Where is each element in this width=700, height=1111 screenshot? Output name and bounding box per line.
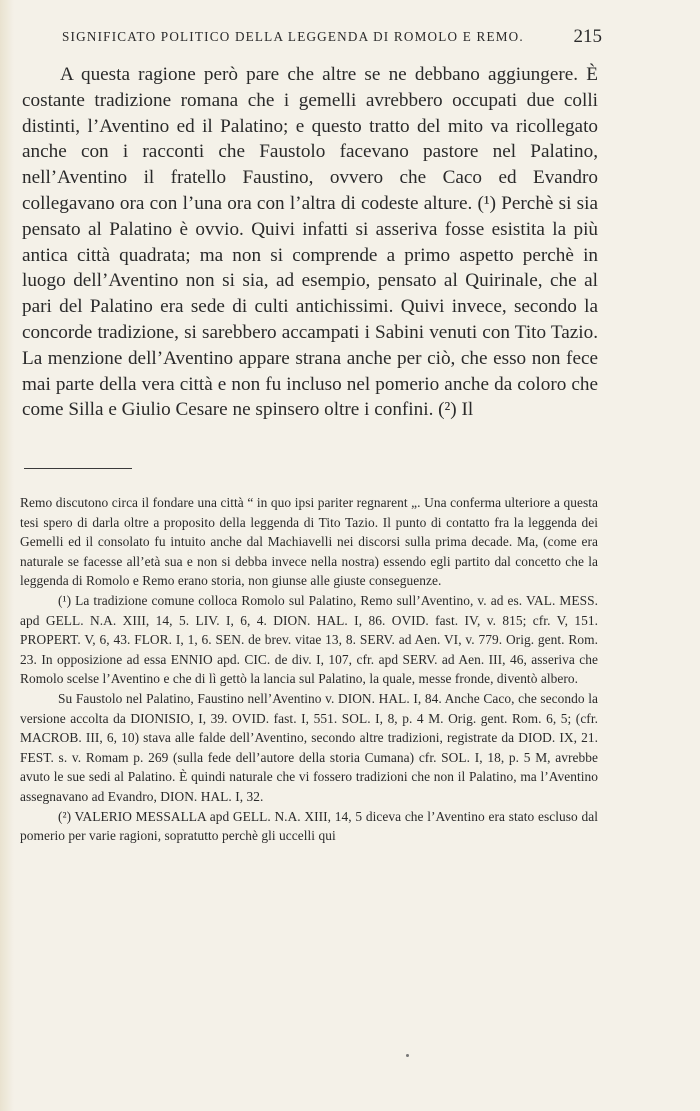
paper-speck (406, 1054, 409, 1057)
main-paragraph: A questa ragione però pare che altre se ne debbano aggiungere. È costante tradizione romana che i gemelli avrebbero occupati due colli distinti, l’Aventino ed il Palatino; e questo tratto del mito va ricollegato anche con i racconti che Faustolo facevano pastore nel Palatino, nell’Aventino il fratello Faustino, ovvero che Caco ed Evandro collegavano ora con l’una ora con l’altra di codeste alture. (¹) Perchè si sia pensato al Palatino è ovvio. Quivi infatti si asseriva fosse esistita la più antica città quadrata; ma non si comprende a primo aspetto perchè in luogo dell’Aventino non si sia, ad esempio, pensato al Quirinale, che al pari del Palatino era sede di culti antichissimi. Quivi invece, secondo la concorde tradizione, si sarebbero accampati i Sabini venuti con Tito Tazio. La menzione dell’Aventino appare strana anche per ciò, che esso non fece mai parte della vera città e non fu incluso nel pomerio anche da coloro che come Silla e Giulio Cesare ne spinsero oltre i confini. (²) Il (22, 64, 598, 421)
main-text (22, 62, 598, 423)
page-number: 215 (573, 26, 602, 47)
footnote-continued: Remo discutono circa il fondare una città “ in quo ipsi pariter regnarent „. Una conferma ulteriore a questa tesi spero di darla oltre a proposito della leggenda di Tito Tazio. Il punto di contatto fra la leggenda dei Gemelli ed il consolato fu intuito anche dal Machiavelli nei discorsi sulla prima decade. Ma, (come era naturale se facesse all’età sua e non si debba invece nella nostra) essendo egli partito dal concetto che la leggenda di Romolo e Remo erano storia, non giunse alle giuste conseguenze. (20, 495, 598, 589)
page-header (62, 26, 602, 48)
running-title: SIGNIFICATO POLITICO DELLA LEGGENDA DI ROMOLO E REMO. (62, 29, 524, 44)
footnote-separator (24, 468, 132, 469)
footnote-2: (²) VALERIO MESSALLA apd GELL. N.A. XIII, 14, 5 diceva che l’Aventino era stato escluso dal pomerio per varie ragioni, sopratutto perchè gli uccelli qui (20, 808, 598, 844)
footnote-1: (¹) La tradizione comune colloca Romolo sul Palatino, Remo sull’Aventino, v. ad es. VAL. MESS. apd GELL. N.A. XIII, 14, 5. LIV. I, 6, 4. DION. HAL. I, 86. OVID. fast. IV, v. 815; cfr. V, 151. PROPERT. V, 6, 43. FLOR. I, 1, 6. SEN. de brev. vitae 13, 8. SERV. ad Aen. VI, v. 779. Orig. gent. Rom. 23. In opposizione ad essa ENNIO apd. CIC. de div. I, 107, cfr. apd SERV. ad Aen. III, 46, asseriva che Romolo scelse l’Aventino e che di lì gettò la lancia sul Palatino, la quale, messe fronde, diventò albero. (20, 592, 598, 687)
footnotes (20, 493, 598, 846)
footnote-1-continued: Su Faustolo nel Palatino, Faustino nell’Aventino v. DION. HAL. I, 84. Anche Caco, che secondo la versione accolta da DIONISIO, I, 39. OVID. fast. I, 551. SOL. I, 8, p. 4 M. Orig. gent. Rom. 6, 5; (cfr. MACROB. III, 6, 10) stava alle falde dell’Aventino, secondo altre tradizioni, registrate da DIOD. IX, 21. FEST. s. v. Romam p. 269 (sulla fede dell’autore della storia Cumana) cfr. SOL. I, 18, p. 5 M, avrebbe avuto le sue sedi al Palatino. È quindi naturale che vi fossero tradizioni che non il Palatino, ma l’Aventino assegnavano ad Evandro, DION. HAL. I, 32. (20, 690, 598, 804)
page-gutter-shadow (0, 0, 14, 1111)
